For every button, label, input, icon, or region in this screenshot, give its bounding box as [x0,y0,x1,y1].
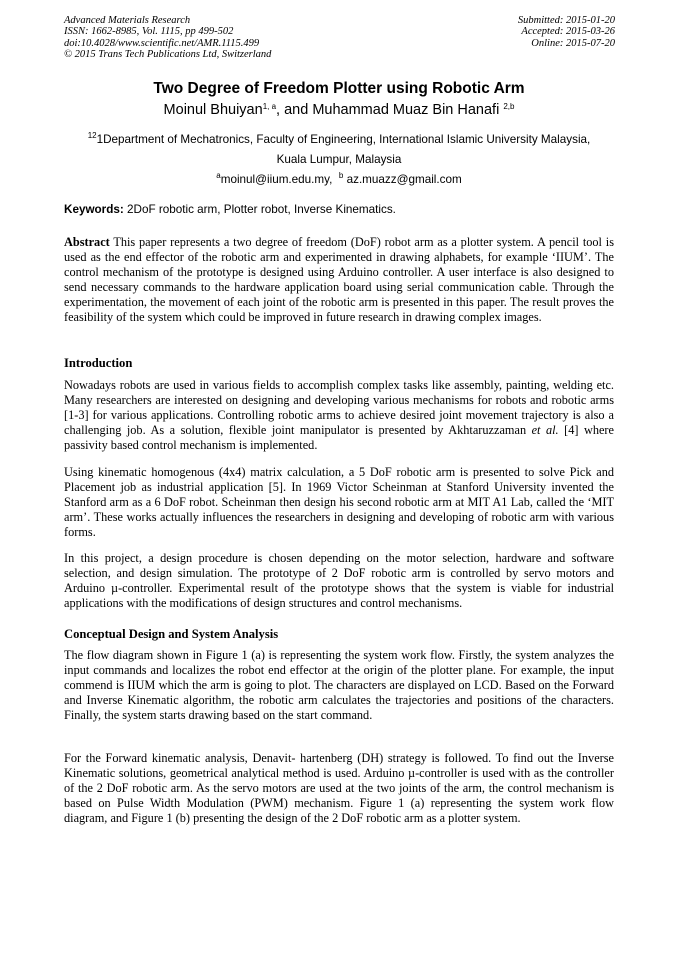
journal-header [64,15,271,60]
intro-paragraph-1 [64,378,614,453]
intro-p1-etal: et al. [531,423,559,438]
author-1: Moinul Bhuiyan [163,102,263,118]
abstract-text: This paper represents a two degree of freedom (DoF) robot arm as a plotter system. A pencil tool is used as the end effector of the robotic arm and experimented in drawing alphabets, for example ‘IIUM’. The control mechanism of the prototype is designed using Arduino controller. A user interface is also designed to send necessary commands to the hardware application board using serial communication cable. Through the experimentation, the movement of each joint of the robotic arm is presented in this paper. The result proves the feasibility of the system which could be improved in future research in drawing complex images. [64,235,614,325]
author-2-superscript: 2,b [503,102,515,111]
author-connector: , and Muhammad Muaz Bin Hanafi [276,102,504,118]
conceptual-paragraph-2: For the Forward kinematic analysis, Denavit- hartenberg (DH) strategy is followed. To find out the Inverse Kinematic solutions, geometrical analytical method is used. Arduino µ-controller is used with as the controller of the 2 DoF robotic arm. As the servo motors are used at the two joints of the arm, the control mechanism is based on Pulse Width Modulation (PWM) mechanism. Figure 1 (a) representing the system work flow diagram, and Figure 1 (b) presenting the design of the 2 DoF robotic arm as a plotter system. [64,751,614,826]
intro-p1-text-b: [4] where passivity based control mechanism is implemented. [64,423,614,453]
abstract-paragraph [64,235,614,326]
introduction-heading: Introduction [64,356,133,370]
email-b[interactable]: az.muazz@gmail.com [346,173,462,186]
conceptual-design-heading: Conceptual Design and System Analysis [64,627,279,641]
affiliation-superscript: 12 [87,131,97,140]
author-line [40,102,638,118]
online-date: Online: 2015-07-20 [531,37,615,49]
affiliation-line-1 [40,132,638,147]
dates-header [518,15,615,49]
keywords-label: Keywords: [64,203,124,216]
keywords-line [64,203,396,216]
submitted-date: Submitted: 2015-01-20 [517,15,615,26]
accepted-date: Accepted: 2015-03-26 [521,26,615,38]
paper-title: Two Degree of Freedom Plotter using Robotic Arm [153,80,525,97]
email-a[interactable]: moinul@iium.edu.my, [220,173,333,186]
intro-p1-text-a: Nowadays robots are used in various fields to accomplish complex tasks like assembly, painting, welding etc. Many researchers are interested on designing and developing various mechanisms for robots and robotic arms [1-3] for various applications. Controlling robotic arms to achieve desired joint movement trajectory is also a challenging job. As a solution, flexible joint manipulator is presented by Akhtaruzzaman [64,378,614,438]
intro-paragraph-3: In this project, a design procedure is chosen depending on the motor selection, hardware and software selection, and design simulation. The prototype of 2 DoF robotic arm is controlled by servo motors and Arduino µ-controller. Experimental result of the prototype shows that the system is viable for industrial applications with the modifications of design structures and control mechanisms. [64,551,614,611]
conceptual-paragraph-1: The flow diagram shown in Figure 1 (a) is representing the system work flow. Firstly, the system analyzes the input commands and localizes the robot end effector at the origin of the plotter plane. For example, the input commend is IIUM which the arm is going to plot. The characters are displayed on LCD. Based on the Forward and Inverse Kinematic algorithm, the robotic arm calculates the trajectories and positions of the characters. Finally, the system starts drawing based on the start command. [64,648,614,723]
issn-line: ISSN: 1662-8985, Vol. 1115, pp 499-502 [64,26,234,38]
abstract-label: Abstract [64,235,110,249]
doi-line: doi:10.4028/www.scientific.net/AMR.1115.499 [64,37,260,49]
email-line [40,173,638,186]
email-a-superscript: a [216,171,221,180]
affiliation-text-1: 1Department of Mechatronics, Faculty of Engineering, International Islamic University Malaysia, [96,133,591,146]
journal-name: Advanced Materials Research [64,15,191,26]
affiliation-line-2: Kuala Lumpur, Malaysia [276,153,402,166]
copyright-line: © 2015 Trans Tech Publications Ltd, Switzerland [64,48,272,60]
keywords-text: 2DoF robotic arm, Plotter robot, Inverse Kinematics. [123,203,396,216]
email-b-superscript: b [338,171,344,180]
intro-paragraph-2: Using kinematic homogenous (4x4) matrix calculation, a 5 DoF robotic arm is presented to solve Pick and Placement job as industrial application [5]. In 1969 Victor Scheinman at Stanford University invented the Stanford arm as a 6 DoF robot. Scheinman then design his second robotic arm at MIT A1 Lab, called the ‘MIT arm’. These works actually influences the researchers in designing and developing of robotic arm with various forms. [64,465,614,540]
author-1-superscript: 1, a [262,102,277,111]
